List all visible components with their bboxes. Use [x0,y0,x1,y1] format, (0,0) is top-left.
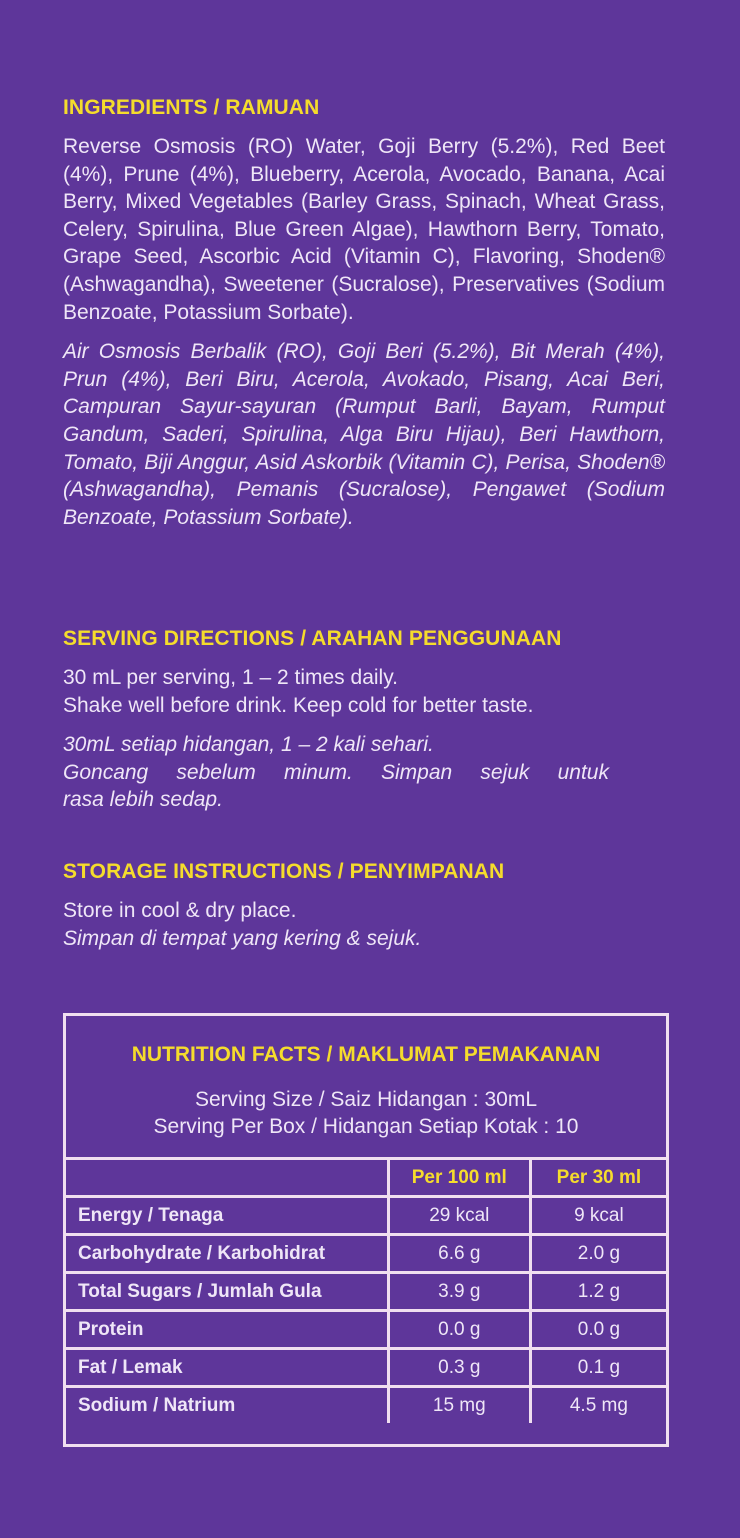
table-row [66,1273,666,1311]
row-per-100ml: 3.9 g [388,1273,530,1311]
ingredients-malay: Air Osmosis Berbalik (RO), Goji Beri (5.2%), Bit Merah (4%), Prun (4%), Beri Biru, Acerola, Avokado, Pisang, Acai Beri, Campuran Sayur-sayuran (Rumput Barli, Bayam, Rumput Gandum, Saderi, Spirulina, Alga Biru Hijau), Beri Hawthorn, Tomato, Biji Anggur, Asid Askorbik (Vitamin C), Perisa, Shoden® (Ashwagandha), Pemanis (Sucralose), Pengawet (Sodium Benzoate, Potassium Sorbate). [63,340,665,529]
row-per-30ml: 4.5 mg [530,1387,666,1424]
ingredients-heading: INGREDIENTS / RAMUAN [63,96,320,119]
serving-malay-line3: rasa lebih sedap. [63,788,223,812]
serving-malay-line1: 30mL setiap hidangan, 1 – 2 kali sehari. [63,733,434,757]
serving-malay-line2: Goncang sebelum minum. Simpan sejuk untuk [63,760,609,784]
row-label: Sodium / Natrium [66,1387,388,1424]
table-row [66,1387,666,1424]
header-per-100ml: Per 100 ml [388,1159,530,1197]
row-per-30ml: 1.2 g [530,1273,666,1311]
serving-section [63,626,665,814]
storage-english: Store in cool & dry place. [63,899,297,922]
row-label: Protein [66,1311,388,1349]
row-per-100ml: 29 kcal [388,1197,530,1235]
ingredients-section [63,95,665,531]
row-per-30ml: 0.1 g [530,1349,666,1387]
storage-malay: Simpan di tempat yang kering & sejuk. [63,926,422,950]
table-row [66,1311,666,1349]
row-per-100ml: 0.0 g [388,1311,530,1349]
serving-size: Serving Size / Saiz Hidangan : 30mL [194,1088,538,1111]
row-per-30ml: 0.0 g [530,1311,666,1349]
row-label: Carbohydrate / Karbohidrat [66,1235,388,1273]
row-per-100ml: 15 mg [388,1387,530,1424]
serving-english-line2: Shake well before drink. Keep cold for better taste. [63,693,534,717]
header-per-30ml: Per 30 ml [530,1159,666,1197]
row-label: Fat / Lemak [66,1349,388,1387]
table-row [66,1235,666,1273]
nutrition-header-row [66,1159,666,1197]
header-blank-cell [66,1159,388,1197]
row-label: Energy / Tenaga [66,1197,388,1235]
table-row [66,1349,666,1387]
nutrition-title: NUTRITION FACTS / MAKLUMAT PEMAKANAN [131,1043,601,1066]
storage-heading: STORAGE INSTRUCTIONS / PENYIMPANAN [63,860,505,883]
row-label: Total Sugars / Jumlah Gula [66,1273,388,1311]
row-per-30ml: 9 kcal [530,1197,666,1235]
row-per-100ml: 0.3 g [388,1349,530,1387]
ingredients-english: Reverse Osmosis (RO) Water, Goji Berry (5.2%), Red Beet (4%), Prune (4%), Blueberry, Acerola, Avocado, Banana, Acai Berry, Mixed Vegetables (Barley Grass, Spinach, Wheat Grass, Celery, Spirulina, Blue Green Algae), Hawthorn Berry, Tomato, Grape Seed, Ascorbic Acid (Vitamin C), Flavoring, Shoden® (Ashwagandha), Sweetener (Sucralose), Preservatives (Sodium Benzoate, Potassium Sorbate). [63,135,665,324]
row-per-30ml: 2.0 g [530,1235,666,1273]
serving-english-line1: 30 mL per serving, 1 – 2 times daily. [63,666,398,689]
row-per-100ml: 6.6 g [388,1235,530,1273]
storage-section [63,859,665,952]
serving-malay-line2-wrap [63,759,609,787]
nutrition-facts-box [63,1013,669,1447]
serving-heading: SERVING DIRECTIONS / ARAHAN PENGGUNAAN [63,627,562,650]
nutrition-table [66,1157,666,1423]
table-row [66,1197,666,1235]
servings-per-box: Serving Per Box / Hidangan Setiap Kotak : 10 [153,1115,579,1138]
